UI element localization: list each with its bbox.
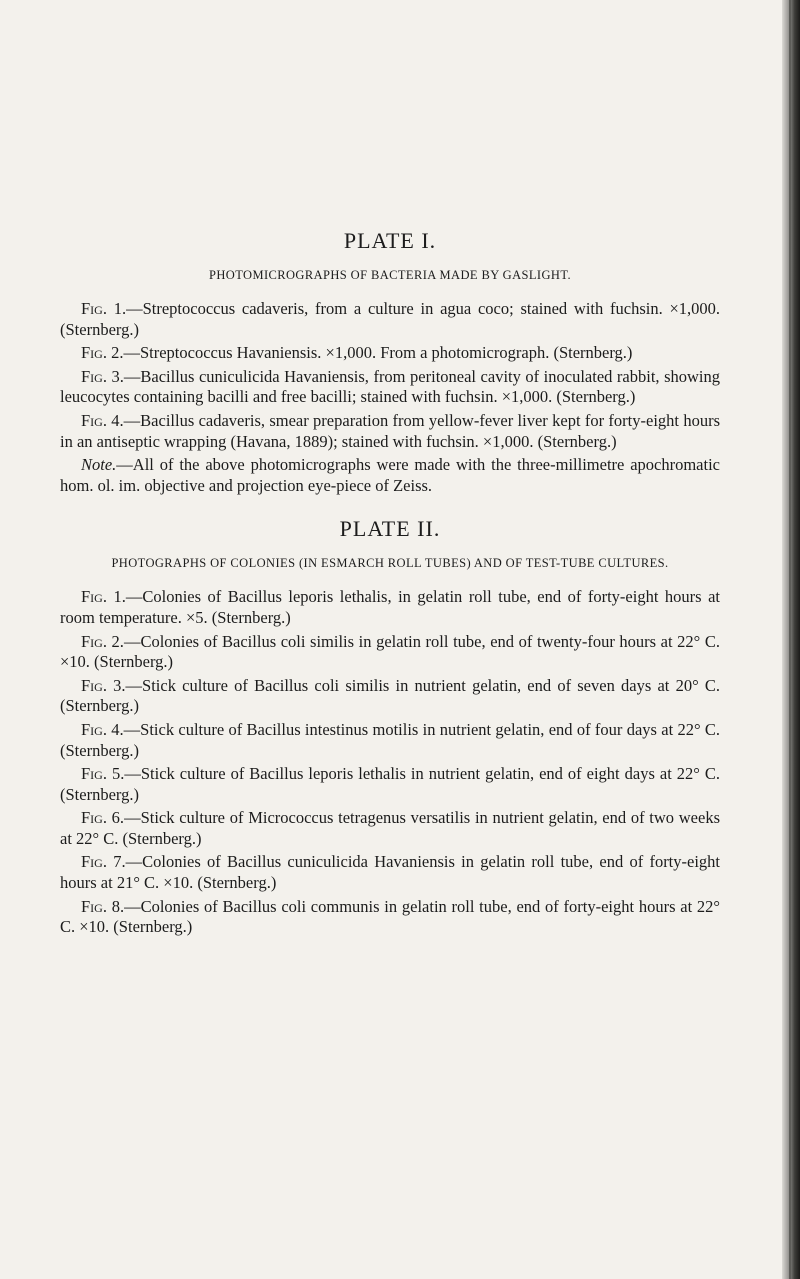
figure-text: —Streptococcus cadaveris, from a culture in agua coco; stained with fuchsin. ×1,000. (Sternberg.) <box>60 299 721 339</box>
figure-label: Fig. 6. <box>81 808 125 828</box>
plate-2 <box>60 516 720 938</box>
figure-text: —Stick culture of Bacillus coli similis in nutrient gelatin, end of seven days at 20° C. (Sternberg.) <box>60 675 720 716</box>
figure-caption <box>60 343 720 364</box>
figure-text: —Bacillus cadaveris, smear preparation from yellow-fever liver kept for forty-eight hours in an antiseptic wrapping (Havana, 1889); stained with fuchsin. ×1,000. (Sternberg.) <box>60 410 720 451</box>
document-page <box>60 228 720 941</box>
plate-subtitle: PHOTOMICROGRAPHS OF BACTERIA MADE BY GASLIGHT. <box>209 268 571 282</box>
note-paragraph <box>60 455 720 496</box>
figure-label: Fig. 4. <box>81 719 124 739</box>
figure-caption <box>60 676 720 717</box>
figure-text: —Stick culture of Micrococcus tetragenus versatilis in nutrient gelatin, end of two weeks at 22° C. (Sternberg.) <box>60 808 720 848</box>
figure-label: Fig. 7. <box>81 852 126 872</box>
figure-text: —Bacillus cuniculicida Havaniensis, from peritoneal cavity of inoculated rabbit, showing leucocytes containing bacilli and free bacilli; stained with fuchsin. ×1,000. (Sternberg.) <box>60 366 720 407</box>
figure-label: Fig. 3. <box>81 675 126 695</box>
figure-text: —Colonies of Bacillus cuniculicida Havaniensis in gelatin roll tube, end of forty-eight hours at 21° C. ×10. (Sternberg.) <box>60 852 721 893</box>
plate-title: PLATE II. <box>339 516 441 542</box>
figure-text: —Stick culture of Bacillus intestinus motilis in nutrient gelatin, end of four days at 22° C. (Sternberg.) <box>60 719 721 760</box>
figure-label: Fig. 5. <box>81 764 125 784</box>
figure-caption <box>60 897 720 938</box>
note-label: Note. <box>81 455 117 475</box>
note-text: —All of the above photomicrographs were made with the three-millimetre apochromatic hom. ol. im. objective and projection eye-piece of Zeiss. <box>60 455 720 495</box>
page-edge-shadow <box>782 0 800 1279</box>
figure-caption <box>60 632 720 673</box>
figure-caption <box>60 299 720 340</box>
page-edge-line <box>789 0 791 1279</box>
figure-caption <box>60 411 720 452</box>
figure-label: Fig. 1. <box>81 587 126 607</box>
figure-label: Fig. 1. <box>81 299 127 318</box>
figure-text: —Colonies of Bacillus coli similis in gelatin roll tube, end of twenty-four hours at 22° C. ×10. (Sternberg.) <box>60 631 721 672</box>
figure-label: Fig. 4. <box>81 410 124 430</box>
figure-label: Fig. 2. <box>81 343 124 363</box>
figure-caption <box>60 808 720 849</box>
figure-caption <box>60 367 720 408</box>
figure-caption <box>60 852 720 893</box>
figure-text: —Colonies of Bacillus leporis lethalis, in gelatin roll tube, end of forty-eight hours at room temperature. ×5. (Sternberg.) <box>60 587 721 627</box>
plate-title: PLATE I. <box>343 228 437 253</box>
figure-label: Fig. 8. <box>81 896 125 916</box>
plate-subtitle: PHOTOGRAPHS OF COLONIES (IN ESMARCH ROLL TUBES) AND OF TEST-TUBE CULTURES. <box>111 556 669 571</box>
figure-text: —Streptococcus Havaniensis. ×1,000. From a photomicrograph. (Sternberg.) <box>123 343 633 363</box>
figure-text: —Colonies of Bacillus coli communis in gelatin roll tube, end of forty-eight hours at 22° C. ×10. (Sternberg.) <box>60 896 720 937</box>
figure-label: Fig. 2. <box>81 631 124 651</box>
figure-label: Fig. 3. <box>81 366 124 386</box>
figure-caption <box>60 764 720 805</box>
figure-text: —Stick culture of Bacillus leporis lethalis in nutrient gelatin, end of eight days at 22° C. (Sternberg.) <box>60 764 721 804</box>
plate-1 <box>60 228 720 496</box>
figure-caption <box>60 720 720 761</box>
figure-caption <box>60 587 720 628</box>
